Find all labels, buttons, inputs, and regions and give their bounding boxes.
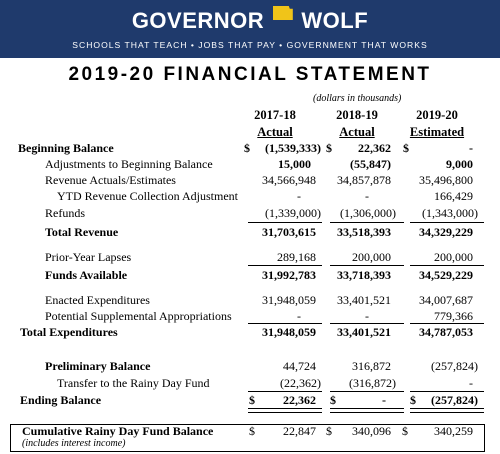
cell-revenue-c1: 34,566,948	[262, 173, 316, 187]
currency-symbol: $	[410, 393, 416, 407]
cell-rainy-day-balance-c3: 340,259	[434, 424, 473, 438]
cell-adjustments-c1: 15,000	[278, 157, 311, 171]
row-label-total-revenue: Total Revenue	[45, 225, 119, 239]
col-2-kind: Actual	[339, 125, 375, 139]
subtotal-rule	[330, 323, 404, 324]
subtotal-rule	[410, 323, 484, 324]
tagline: SCHOOLS THAT TEACH • JOBS THAT PAY • GOVERNMENT THAT WORKS	[72, 40, 428, 50]
row-label-enacted-expenditures: Enacted Expenditures	[45, 293, 150, 307]
row-label-ending-balance: Ending Balance	[20, 393, 102, 407]
cell-beginning-balance-c3: -	[469, 141, 473, 155]
page-title: 2019-20 FINANCIAL STATEMENT	[68, 64, 432, 85]
cell-enacted-expenditures-c1: 31,948,059	[262, 293, 316, 307]
total-double-rule	[410, 408, 484, 413]
cell-rainy-day-transfer-c2: (316,872)	[349, 376, 396, 390]
brand-name-left: GOVERNOR	[131, 8, 265, 33]
row-label-adjustments: Adjustments to Beginning Balance	[45, 157, 213, 171]
row-label-ytd-adjustment: YTD Revenue Collection Adjustment	[57, 189, 238, 203]
cell-total-revenue-c1: 31,703,615	[262, 225, 316, 239]
currency-symbol: $	[244, 141, 250, 155]
cell-revenue-c3: 35,496,800	[419, 173, 473, 187]
cell-funds-available-c3: 34,529,229	[419, 268, 473, 282]
cell-prior-year-lapses-c1: 289,168	[277, 250, 316, 264]
cell-enacted-expenditures-c2: 33,401,521	[337, 293, 391, 307]
col-3-year: 2019-20	[416, 108, 458, 122]
cell-adjustments-c2: (55,847)	[350, 157, 391, 171]
currency-symbol: $	[326, 141, 332, 155]
cell-adjustments-c3: 9,000	[446, 157, 473, 171]
subtotal-rule	[330, 222, 404, 223]
subtotal-rule	[248, 323, 322, 324]
cell-ending-balance-c1: 22,362	[283, 393, 316, 407]
header-banner	[0, 0, 500, 58]
cell-preliminary-balance-c3: (257,824)	[431, 359, 478, 373]
cell-ytd-adjustment-c2: -	[365, 189, 369, 203]
cell-total-revenue-c3: 34,329,229	[419, 225, 473, 239]
cell-preliminary-balance-c1: 44,724	[283, 359, 316, 373]
cell-supplemental-c3: 779,366	[434, 309, 473, 323]
currency-symbol: $	[402, 424, 408, 438]
row-label-revenue: Revenue Actuals/Estimates	[45, 173, 176, 187]
cell-funds-available-c2: 33,718,393	[337, 268, 391, 282]
cell-prior-year-lapses-c2: 200,000	[352, 250, 391, 264]
row-label-total-expenditures: Total Expenditures	[20, 325, 118, 339]
row-label-rainy-day-transfer: Transfer to the Rainy Day Fund	[57, 376, 210, 390]
currency-symbol: $	[403, 141, 409, 155]
total-double-rule	[248, 408, 322, 413]
rainy-day-note: (includes interest income)	[22, 438, 126, 449]
cell-prior-year-lapses-c3: 200,000	[434, 250, 473, 264]
cell-supplemental-c1: -	[297, 309, 301, 323]
total-double-rule	[330, 408, 404, 413]
cell-rainy-day-balance-c2: 340,096	[352, 424, 391, 438]
currency-symbol: $	[249, 424, 255, 438]
cell-ending-balance-c3: (257,824)	[431, 393, 478, 407]
currency-symbol: $	[330, 393, 336, 407]
col-3-kind: Estimated	[409, 125, 465, 139]
cell-supplemental-c2: -	[365, 309, 369, 323]
subtotal-rule	[248, 391, 322, 392]
subtotal-rule	[248, 265, 322, 266]
subtotal-rule	[410, 222, 484, 223]
cell-ytd-adjustment-c1: -	[297, 189, 301, 203]
cell-preliminary-balance-c2: 316,872	[352, 359, 391, 373]
cell-total-expenditures-c2: 33,401,521	[337, 325, 391, 339]
cell-beginning-balance-c2: 22,362	[358, 141, 391, 155]
cell-ytd-adjustment-c3: 166,429	[434, 189, 473, 203]
currency-symbol: $	[326, 424, 332, 438]
cell-refunds-c2: (1,306,000)	[340, 206, 396, 220]
cell-rainy-day-balance-c1: 22,847	[283, 424, 316, 438]
cell-refunds-c3: (1,343,000)	[422, 206, 478, 220]
subtotal-rule	[248, 222, 322, 223]
col-1-kind: Actual	[257, 125, 293, 139]
cell-total-expenditures-c3: 34,787,053	[419, 325, 473, 339]
row-label-funds-available: Funds Available	[45, 268, 128, 282]
brand-name-right: WOLF	[301, 8, 369, 33]
row-label-beginning-balance: Beginning Balance	[18, 141, 114, 155]
cell-ending-balance-c2: -	[382, 393, 386, 407]
row-label-supplemental: Potential Supplemental Appropriations	[45, 309, 232, 323]
cell-rainy-day-transfer-c3: -	[469, 376, 473, 390]
row-label-preliminary-balance: Preliminary Balance	[45, 359, 151, 373]
cell-beginning-balance-c1: (1,539,333)	[265, 141, 321, 155]
cell-rainy-day-transfer-c1: (22,362)	[280, 376, 321, 390]
brand-logo	[0, 8, 500, 34]
cell-refunds-c1: (1,339,000)	[265, 206, 321, 220]
currency-symbol: $	[249, 393, 255, 407]
subtotal-rule	[410, 265, 484, 266]
cell-enacted-expenditures-c3: 34,007,687	[419, 293, 473, 307]
subtotal-rule	[330, 265, 404, 266]
row-label-rainy-day-balance: Cumulative Rainy Day Fund Balance	[22, 424, 214, 438]
cell-total-expenditures-c1: 31,948,059	[262, 325, 316, 339]
col-1-year: 2017-18	[254, 108, 296, 122]
subtotal-rule	[410, 391, 484, 392]
cell-funds-available-c1: 31,992,783	[262, 268, 316, 282]
cell-total-revenue-c2: 33,518,393	[337, 225, 391, 239]
cell-revenue-c2: 34,857,878	[337, 173, 391, 187]
row-label-refunds: Refunds	[45, 206, 85, 220]
row-label-prior-year-lapses: Prior-Year Lapses	[45, 250, 132, 264]
col-2-year: 2018-19	[336, 108, 378, 122]
pennsylvania-state-icon	[273, 6, 293, 20]
units-note: (dollars in thousands)	[313, 93, 402, 104]
subtotal-rule	[330, 391, 404, 392]
